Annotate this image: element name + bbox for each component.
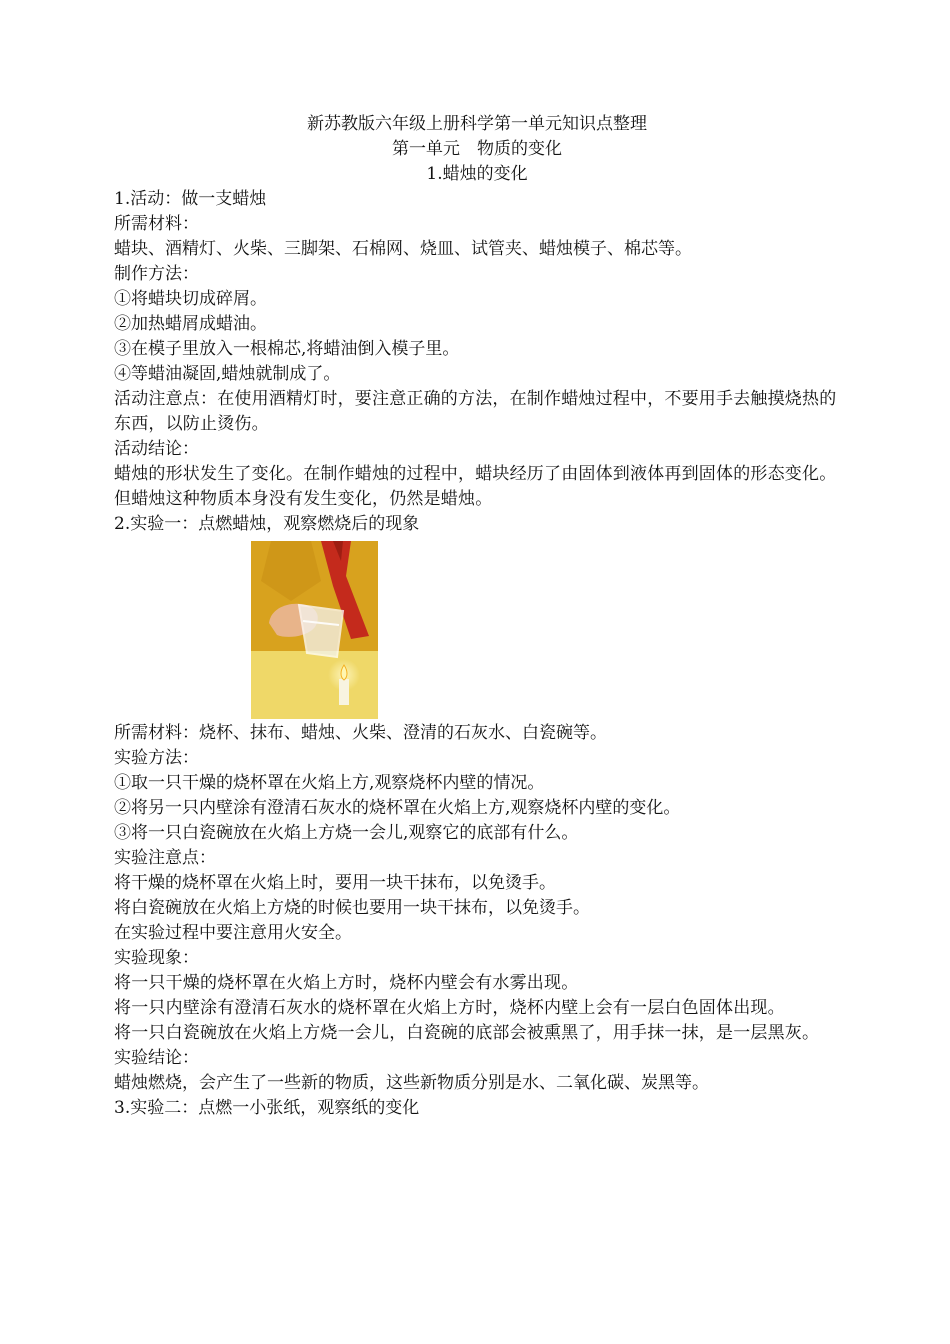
section2-method-label: 实验方法： [114,748,199,768]
section1-step: ②加热蜡屑成蜡油。 [114,314,267,334]
section1-conclusion-label: 活动结论： [114,439,199,459]
section2-caution: 在实验过程中要注意用火安全。 [114,923,352,943]
document-title: 新苏教版六年级上册科学第一单元知识点整理 [307,114,647,134]
section2-phenomenon: 将一只白瓷碗放在火焰上方烧一会儿，白瓷碗的底部会被熏黑了，用手抹一抹，是一层黑灰。 [114,1023,820,1043]
section1-step: ①将蜡块切成碎屑。 [114,289,267,309]
section2-caution: 将干燥的烧杯罩在火焰上时，要用一块干抹布，以免烫手。 [114,873,556,893]
section2-phenomenon: 将一只干燥的烧杯罩在火焰上方时，烧杯内壁会有水雾出现。 [114,973,579,993]
section1-materials: 蜡块、酒精灯、火柴、三脚架、石棉网、烧皿、试管夹、蜡烛模子、棉芯等。 [114,239,692,259]
section1-heading: 1.活动：做一支蜡烛 [114,189,267,209]
lesson-title: 1.蜡烛的变化 [426,164,528,184]
section1-conclusion: 蜡烛的形状发生了变化。在制作蜡烛的过程中，蜡块经历了由固体到液体再到固体的形态变化。但蜡烛这种物质本身没有发生变化，仍然是蜡烛。 [114,464,837,509]
section2-caution: 将白瓷碗放在火焰上方烧的时候也要用一块干抹布，以免烫手。 [114,898,590,918]
section2-conclusion: 蜡烛燃烧，会产生了一些新的物质，这些新物质分别是水、二氧化碳、炭黑等。 [114,1073,709,1093]
candle-experiment-photo [251,541,378,719]
section2-heading: 2.实验一：点燃蜡烛，观察燃烧后的现象 [114,514,420,534]
section2-conclusion-label: 实验结论： [114,1048,199,1068]
document-page [114,112,840,1121]
section3-heading: 3.实验二：点燃一小张纸，观察纸的变化 [114,1098,420,1118]
section1-step: ③在模子里放入一根棉芯,将蜡油倒入模子里。 [114,339,460,359]
section1-materials-label: 所需材料： [114,214,199,234]
unit-title: 第一单元 物质的变化 [392,139,562,159]
section2-step: ①取一只干燥的烧杯罩在火焰上方,观察烧杯内壁的情况。 [114,773,545,793]
candle-photo-illustration [251,541,378,719]
section1-step: ④等蜡油凝固,蜡烛就制成了。 [114,364,341,384]
section2-phenomenon: 将一只内壁涂有澄清石灰水的烧杯罩在火焰上方时，烧杯内壁上会有一层白色固体出现。 [114,998,785,1018]
section1-caution: 活动注意点：在使用酒精灯时，要注意正确的方法，在制作蜡烛过程中，不要用手去触摸烧热的东西，以防止烫伤。 [114,389,837,434]
section2-step: ③将一只白瓷碗放在火焰上方烧一会儿,观察它的底部有什么。 [114,823,579,843]
section2-caution-label: 实验注意点： [114,848,216,868]
section1-method-label: 制作方法： [114,264,199,284]
section2-materials: 所需材料：烧杯、抹布、蜡烛、火柴、澄清的石灰水、白瓷碗等。 [114,723,607,743]
section2-step: ②将另一只内壁涂有澄清石灰水的烧杯罩在火焰上方,观察烧杯内壁的变化。 [114,798,681,818]
experiment-figure [114,541,840,721]
section2-phenomena-label: 实验现象： [114,948,199,968]
